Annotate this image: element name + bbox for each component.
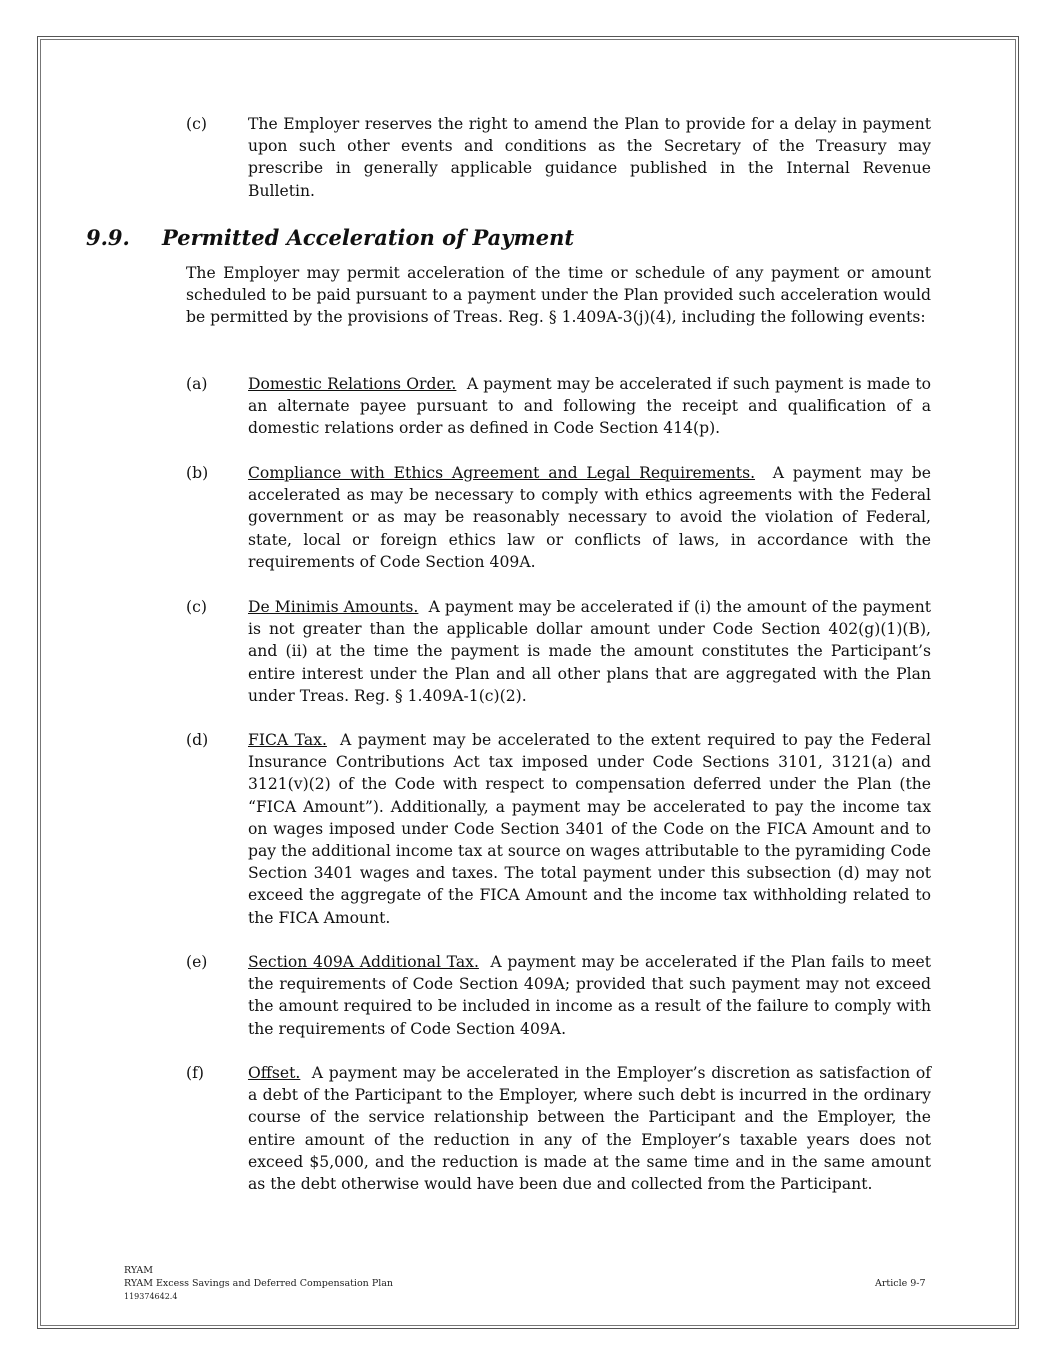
item-heading: Domestic Relations Order. bbox=[248, 375, 457, 393]
item-label: (b) bbox=[186, 464, 209, 482]
item-body bbox=[248, 596, 931, 707]
footer-company: RYAM bbox=[124, 1265, 153, 1276]
item-text: A payment may be accelerated in the Employer’s discretion as satisfaction of a debt of the Participant to the Employer, where such debt is incurred in the ordinary course of the service relationship between the Participant and the Employer, the entire amount of the reduction in any of the Employer’s taxable years does not exceed $5,000, and the reduction is made at the same time and in the same amount as the debt otherwise would have been due and collected from the Participant. bbox=[248, 1064, 931, 1194]
item-text: A payment may be accelerated if such payment is made to an alternate payee pursuant to and following the receipt and qualification of a domestic relations order as defined in Code Section 414(p). bbox=[248, 375, 931, 438]
item-body bbox=[248, 729, 931, 929]
item-text: A payment may be accelerated as may be necessary to comply with ethics agreements with the Federal government or as may be reasonably necessary to avoid the violation of Federal, state, local or foreign ethics law or conflicts of laws, in accordance with the requirements of Code Section 409A. bbox=[248, 464, 931, 571]
item-heading: Compliance with Ethics Agreement and Legal Requirements. bbox=[248, 464, 756, 482]
list-item bbox=[186, 596, 931, 707]
item-label: (d) bbox=[186, 731, 209, 749]
list-item bbox=[186, 373, 931, 440]
footer-plan-name: RYAM Excess Savings and Deferred Compensation Plan bbox=[124, 1278, 394, 1289]
item-body bbox=[248, 1062, 931, 1195]
footer-doc-id: 119374642.4 bbox=[124, 1292, 178, 1301]
footer-page-ref: Article 9-7 bbox=[875, 1278, 926, 1289]
item-heading: De Minimis Amounts. bbox=[248, 598, 419, 616]
item-label: (f) bbox=[186, 1064, 204, 1082]
item-label: (c) bbox=[186, 598, 207, 616]
section-paragraph: The Employer may permit acceleration of the time or schedule of any payment or amount scheduled to be paid pursuant to a payment under the Plan provided such acceleration would be permitted by the provisions of Treas. Reg. § 1.409A-3(j)(4), including the following events: bbox=[186, 264, 931, 327]
intro-item bbox=[186, 113, 931, 202]
list-item bbox=[186, 729, 931, 929]
item-label: (a) bbox=[186, 375, 208, 393]
item-body bbox=[248, 951, 931, 1040]
item-text: A payment may be accelerated if the Plan fails to meet the requirements of Code Section 409A; provided that such payment may not exceed the amount required to be included in income as a result of the failure to comply with the requirements of Code Section 409A. bbox=[248, 953, 932, 1038]
item-heading: Offset. bbox=[248, 1064, 301, 1082]
item-body bbox=[248, 373, 931, 440]
section-title: Permitted Acceleration of Payment bbox=[162, 225, 575, 250]
item-text: A payment may be accelerated to the extent required to pay the Federal Insurance Contributions Act tax imposed under Code Sections 3101, 3121(a) and 3121(v)(2) of the Code with respect to compensation deferred under the Plan (the “FICA Amount”). Additionally, a payment may be accelerated to pay the income tax on wages imposed under Code Section 3401 of the Code on the FICA Amount and to pay the additional income tax at source on wages attributable to the pyramiding Code Section 3401 wages and taxes. The total payment under this subsection (d) may not exceed the aggregate of the FICA Amount and the income tax withholding related to the FICA Amount. bbox=[248, 731, 931, 927]
list-item bbox=[186, 1062, 931, 1195]
item-label: (c) bbox=[186, 115, 207, 133]
item-text: A payment may be accelerated if (i) the amount of the payment is not greater than the applicable dollar amount under Code Section 402(g)(1)(B), and (ii) at the time the payment is made the amount constitutes the Participant’s entire interest under the Plan and all other plans that are aggregated with the Plan under Treas. Reg. § 1.409A-1(c)(2). bbox=[248, 598, 932, 705]
list-item bbox=[186, 951, 931, 1040]
item-text: The Employer reserves the right to amend the Plan to provide for a delay in payment upon such other events and conditions as the Secretary of the Treasury may prescribe in generally applicable guidance published in the Internal Revenue Bulletin. bbox=[248, 115, 931, 200]
section-number: 9.9. bbox=[86, 225, 130, 250]
item-body bbox=[248, 462, 931, 573]
item-heading: Section 409A Additional Tax. bbox=[248, 953, 479, 971]
item-heading: FICA Tax. bbox=[248, 731, 327, 749]
list-item bbox=[186, 462, 931, 573]
item-label: (e) bbox=[186, 953, 208, 971]
